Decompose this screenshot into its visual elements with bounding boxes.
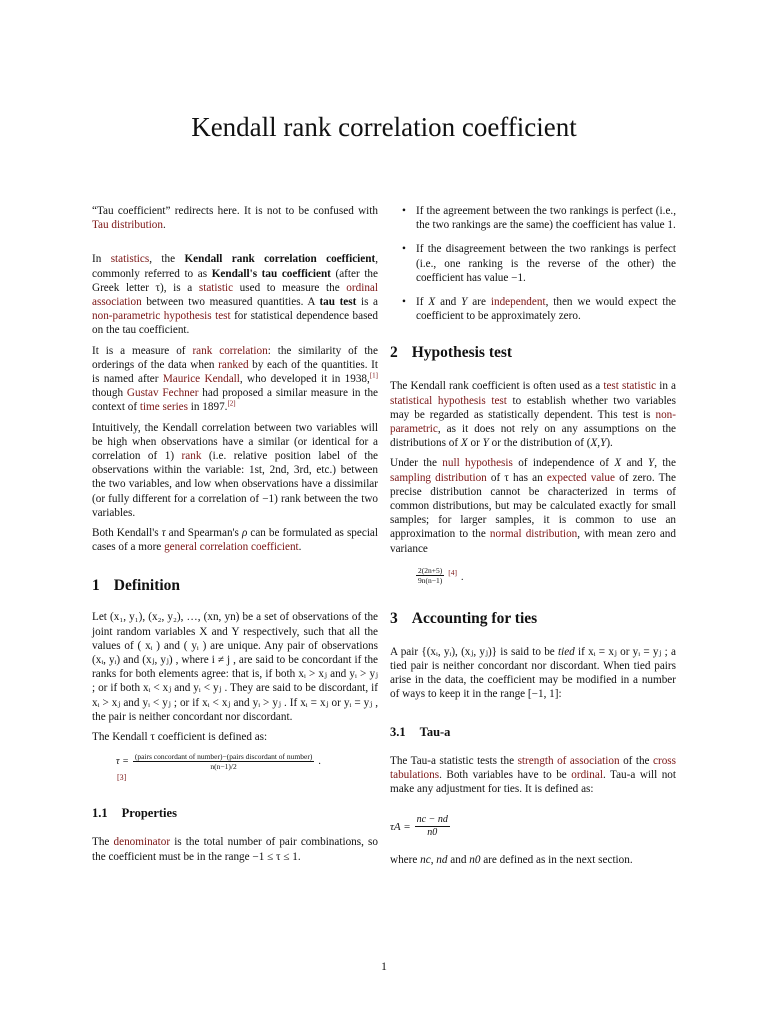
link-normal-distribution[interactable]: normal distribution [489, 528, 578, 541]
bullet-perfect-agreement: • If the agreement between the two rankings is perfect (i.e., the two rankings are the same) the coefficient has value 1. [390, 204, 676, 232]
subsection-properties-heading: 1.1 Properties [92, 806, 177, 821]
ties-paragraph: A pair {(xᵢ, yᵢ), (xⱼ, yⱼ)} is said to be tied if xᵢ = xⱼ or yᵢ = yⱼ ; a tied pair is neither concordant nor discordant. When tied pairs arise in the data, the coefficient may be modified in a number of ways to keep it in the range [−1, 1]: [390, 645, 676, 701]
link-gustav-fechner[interactable]: Gustav Fechner [126, 387, 199, 400]
bullet-perfect-disagreement: • If the disagreement between the two rankings is perfect (i.e., one ranking is the reverse of the other) the coefficient has value −1. [390, 242, 676, 285]
link-statistics[interactable]: statistics [110, 253, 150, 266]
link-denominator[interactable]: denominator [113, 836, 171, 849]
intro-paragraph-1: In statistics, the Kendall rank correlation coefficient, commonly referred to as Kendall's tau coefficient (after the Greek letter τ), is a statistic used to measure the ordinal association between two measured quantities. A tau test is a non-parametric hypothesis test for statistical dependence based on the tau coefficient. [92, 253, 379, 337]
intro-paragraph-4: Both Kendall's τ and Spearman's ρ can be formulated as special cases of a more general correlation coefficient. [92, 527, 378, 554]
definition-intro-formula: The Kendall τ coefficient is defined as: [92, 731, 268, 744]
tau-a-fraction: $\frac{nc - nd}{n0}$ [416, 814, 448, 839]
link-rank-correlation[interactable]: rank correlation [192, 344, 268, 357]
intro-paragraph-3: Intuitively, the Kendall correlation between two variables will be high when observations have a similar (or identical for a correlation of 1) rank (i.e. relative position label of the observations within the variable: 1st, 2nd, 3rd, etc.) between the two variables, and low when observations have a dissimilar (or fully different for a correlation of −1) rank between the two variables. [92, 421, 379, 519]
tau-formula: τ = $\frac{\text{(pairs concordant of number)−(pairs discordant of number)}}{n(n-1)/2}$ . [116, 752, 321, 772]
bullet-independent: • If X and Y are independent, then we would expect the coefficient to be approximately zero. [390, 295, 676, 323]
hypothesis-paragraph-2: Under the null hypothesis of independence of X and Y, the sampling distribution of τ has an expected value of zero. The precise distribution cannot be characterized in terms of common distributions, but may be calculated exactly for small samples; for larger samples, it is common to use an approximation to the normal distribution, with mean zero and variance [390, 457, 676, 555]
section-hypothesis-test-heading: 2 Hypothesis test [390, 344, 513, 362]
page-number: 1 [381, 961, 387, 973]
tau-a-definition-note: where nc, nd and n0 are defined as in the next section. [390, 854, 633, 867]
link-ranked[interactable]: ranked [218, 358, 249, 371]
link-maurice-kendall[interactable]: Maurice Kendall [162, 373, 240, 386]
properties-bullet-list [390, 204, 676, 323]
tau-a-formula: τA = $\frac{nc - nd}{n0}$ [390, 814, 448, 839]
link-null-hypothesis[interactable]: null hypothesis [442, 457, 513, 470]
right-column [390, 204, 676, 873]
link-strength-of-association[interactable]: strength of association [517, 754, 620, 767]
intro-paragraph-2: It is a measure of rank correlation: the similarity of the orderings of the data when ranked by each of the quantities. It is named after Maurice Kendall, who developed it in 1938,[1] though Gustav Fechner had proposed a similar measure in the context of time series in 1897.[2] [92, 344, 378, 414]
variance-fraction: $\frac{2(2n+5)}{9n(n-1)}$ [418, 565, 443, 585]
hypothesis-paragraph-1: The Kendall rank coefficient is often used as a test statistic in a statistical hypothesis test to establish whether two variables may be regarded as statistically dependent. This test is non-parametric, as it does not rely on any assumptions on the distributions of X or Y or the distribution of (X,Y). [390, 380, 677, 450]
link-non-parametric-hypothesis-test[interactable]: non-parametric hypothesis test [92, 310, 231, 323]
link-rank[interactable]: rank [181, 450, 202, 463]
variance-formula: $\frac{2(2n+5)}{9n(n-1)}$ [4] . [418, 565, 464, 585]
link-statistical-hypothesis-test[interactable]: statistical hypothesis test [390, 394, 507, 407]
redirect-note: “Tau coefficient” redirects here. It is not to be confused with Tau distribution. [92, 205, 378, 232]
citation-2[interactable]: [2] [227, 399, 236, 408]
tau-fraction: $\frac{\text{(pairs concordant of number)−(pairs discordant of number)}}{n(n-1)/2}$ [134, 752, 313, 772]
left-column [92, 204, 378, 870]
section-definition-heading: 1 Definition [92, 577, 181, 595]
section-accounting-for-ties-heading: 3 Accounting for ties [390, 609, 538, 627]
citation-4[interactable]: [4] [448, 567, 457, 577]
link-expected-value[interactable]: expected value [546, 471, 615, 484]
citation-3[interactable]: [3] [117, 773, 127, 783]
link-ordinal-association[interactable]: ordinal association [92, 281, 378, 309]
link-statistic[interactable]: statistic [198, 281, 234, 294]
page-title: Kendall rank correlation coefficient [191, 112, 577, 142]
link-general-correlation-coefficient[interactable]: general correlation coefficient [164, 541, 299, 554]
link-time-series[interactable]: time series [139, 401, 188, 414]
tau-a-paragraph: The Tau-a statistic tests the strength of association of the cross tabulations. Both variables have to be ordinal. Tau-a will not make any adjustment for ties. It is defined as: [390, 754, 676, 796]
citation-1[interactable]: [1] [369, 371, 378, 380]
link-ordinal[interactable]: ordinal [571, 768, 603, 781]
link-test-statistic[interactable]: test statistic [603, 380, 657, 393]
link-tau-distribution[interactable]: Tau distribution [92, 219, 163, 232]
link-sampling-distribution[interactable]: sampling distribution [390, 471, 487, 484]
link-non-parametric[interactable]: non-parametric [390, 408, 676, 436]
properties-paragraph: The denominator is the total number of pair combinations, so the coefficient must be in the range −1 ≤ τ ≤ 1. [92, 836, 378, 863]
link-independent[interactable]: independent [490, 296, 546, 309]
subsection-tau-a-heading: 3.1 Tau-a [390, 724, 451, 739]
definition-paragraph: Let (x₁, y₁), (x₂, y₂), …, (xn, yn) be a set of observations of the joint random variables X and Y respectively, such that all the values of ( xᵢ ) and ( yᵢ ) are unique. Any pair of observations (xᵢ, yᵢ) and (xⱼ, yⱼ) , where i ≠ j , are said to be concordant if the ranks for both elements agree: that is, if both xᵢ > xⱼ and yᵢ > yⱼ ; or if both xᵢ < xⱼ and yᵢ < yⱼ . They are said to be discordant, if xᵢ > xⱼ and yᵢ < yⱼ ; or if xᵢ < xⱼ and yᵢ > yⱼ . If xᵢ = xⱼ or yᵢ = yⱼ , the pair is neither concordant nor discordant. [92, 611, 378, 723]
link-cross-tabulations[interactable]: cross tabulations [390, 754, 676, 781]
